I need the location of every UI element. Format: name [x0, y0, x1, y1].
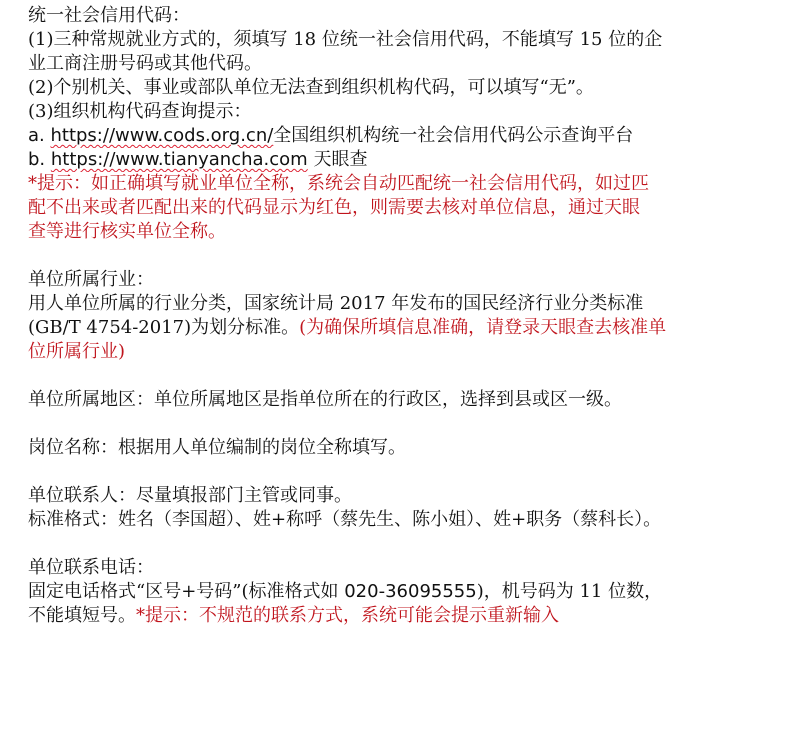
industry-heading: 单位所属行业：	[28, 269, 154, 290]
credit-item3: (3)组织机构代码查询提示：	[28, 101, 252, 122]
phone-heading: 单位联系电话：	[28, 557, 154, 578]
phone-line1-b: )，机号码为 11 位数，	[476, 581, 663, 602]
link-b-prefix: b.	[28, 149, 51, 170]
link-b-url[interactable]: https://www.tianyancha.com	[50, 149, 308, 170]
industry-line2	[28, 316, 789, 340]
spacer	[28, 460, 789, 484]
spacer	[28, 532, 789, 556]
industry-line1: 用人单位所属的行业分类，国家统计局 2017 年发布的国民经济行业分类标准	[28, 293, 644, 314]
credit-tip-line3: 查等进行核实单位全称。	[28, 221, 226, 242]
credit-tip-line1: *提示：如正确填写就业单位全称，系统会自动匹配统一社会信用代码，如过匹	[28, 173, 649, 194]
phone-example-number: 020-36095555	[344, 581, 477, 602]
credit-item2: (2)个别机关、事业或部队单位无法查到组织机构代码，可以填写“无”。	[28, 77, 594, 98]
spacer	[28, 412, 789, 436]
credit-heading: 统一社会信用代码：	[28, 5, 190, 26]
link-a-desc: 全国组织机构统一社会信用代码公示查询平台	[273, 125, 634, 146]
industry-line2-black: (GB/T 4754-2017)为划分标准。	[28, 317, 300, 338]
credit-item1-line2: 业工商注册号码或其他代码。	[28, 53, 262, 74]
link-a-url[interactable]: https://www.cods.org.cn/	[50, 125, 274, 146]
position-text: 岗位名称：根据用人单位编制的岗位全称填写。	[28, 437, 406, 458]
industry-line2-red: (为确保所填信息准确，请登录天眼查去核准单	[299, 317, 667, 338]
region-text: 单位所属地区：单位所属地区是指单位所在的行政区，选择到县或区一级。	[28, 389, 622, 410]
link-b-desc: 天眼查	[307, 149, 368, 170]
phone-line2-black: 不能填短号。	[28, 605, 136, 626]
spacer	[28, 364, 789, 388]
contact-format: 标准格式：姓名（李国超）、姓+称呼（蔡先生、陈小姐）、姓+职务（蔡科长）。	[28, 509, 662, 530]
industry-line3-red: 位所属行业)	[28, 341, 126, 362]
contact-heading: 单位联系人：尽量填报部门主管或同事。	[28, 485, 352, 506]
credit-tip-line2: 配不出来或者匹配出来的代码显示为红色，则需要去核对单位信息，通过天眼	[28, 197, 640, 218]
phone-line2	[28, 604, 789, 628]
spacer	[28, 244, 789, 268]
link-a-prefix: a.	[28, 125, 51, 146]
phone-line2-red: *提示：不规范的联系方式，系统可能会提示重新输入	[136, 605, 559, 626]
credit-item1-line1: (1)三种常规就业方式的，须填写 18 位统一社会信用代码，不能填写 15 位的企	[28, 29, 663, 50]
phone-line1	[28, 580, 789, 604]
credit-link-b-row	[28, 148, 789, 172]
phone-line1-a: 固定电话格式“区号+号码”(标准格式如	[28, 581, 345, 602]
credit-link-a-row	[28, 124, 789, 148]
